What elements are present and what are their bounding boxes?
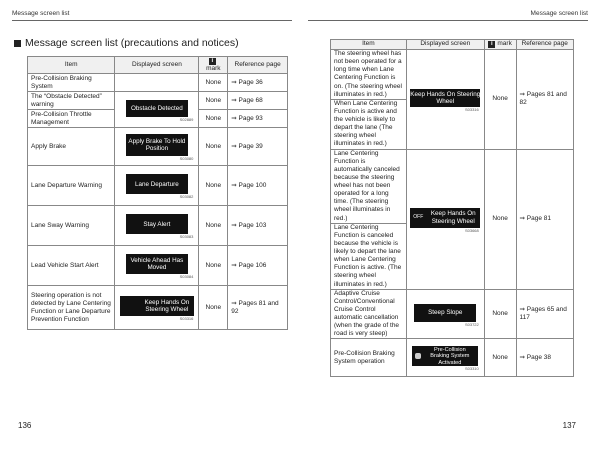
ref-cell: ⇒ Page 106 (228, 246, 288, 286)
table-row (28, 128, 288, 166)
message-screen: Vehicle Ahead Has Moved (126, 254, 188, 274)
message-screen: OFF Keep Hands On Steering Wheel (410, 208, 480, 228)
running-header-left: Message screen list (12, 10, 70, 17)
screen-code: S03082 (179, 194, 194, 200)
info-mark-icon: i (209, 58, 216, 65)
header-rule-right (308, 20, 588, 21)
mark-cell: None (484, 50, 516, 150)
mark-cell: None (484, 149, 516, 289)
item-cell: Pre-Collision Braking System (28, 74, 115, 92)
screen-code: S03310 (464, 366, 479, 372)
screen-cell (115, 246, 199, 286)
message-screen: Keep Hands On Steering Wheel (120, 296, 194, 316)
ref-cell: ⇒ Page 36 (228, 74, 288, 92)
header-rule-left (12, 20, 292, 21)
message-screen: Keep Hands On Steering Wheel (410, 90, 481, 105)
table-row (331, 339, 574, 377)
col-header-ref: Reference page (516, 40, 574, 50)
mark-cell: None (199, 74, 228, 92)
mark-cell: None (199, 166, 228, 206)
table-row (28, 246, 288, 286)
item-cell: Lane Sway Warning (28, 206, 115, 246)
item-cell: Lane Centering Function is canceled because the vehicle is likely to depart the lane when Lane Centering Function is active. (The steering wheel illuminates in red.) (331, 223, 407, 289)
item-cell: Lane Centering Function is automatically canceled because the steering wheel has not been operated for a long time. (The steering wheel illuminates in red.) (331, 149, 407, 223)
message-screen: Pre-Collision Braking System Activated (412, 346, 478, 366)
item-cell: When Lane Centering Function is active and the vehicle is likely to depart the lane (The steering wheel illuminates in red.) (331, 99, 407, 149)
screen-cell (406, 149, 484, 289)
table-row (28, 74, 288, 92)
table-header-row (331, 40, 574, 50)
item-cell: Pre-Collision Throttle Management (28, 110, 115, 128)
item-cell: Lead Vehicle Start Alert (28, 246, 115, 286)
item-cell: Apply Brake (28, 128, 115, 166)
message-table-right (330, 39, 574, 377)
ref-cell: ⇒ Page 103 (228, 206, 288, 246)
table-header-row (28, 57, 288, 74)
screen-code: S03668 (464, 227, 479, 233)
message-screen: Steep Slope (414, 304, 476, 322)
mark-cell: None (484, 289, 516, 339)
screen-cell (115, 128, 199, 166)
ref-cell: ⇒ Pages 81 and 92 (228, 286, 288, 330)
item-cell: The “Obstacle Detected” warning (28, 92, 115, 110)
ref-cell: ⇒ Page 100 (228, 166, 288, 206)
col-header-item: Item (28, 57, 115, 74)
screen-cell (115, 206, 199, 246)
message-table-left (27, 56, 288, 330)
message-screen: Stay Alert (126, 214, 188, 234)
table-row (28, 206, 288, 246)
screen-code: S03080 (179, 156, 194, 162)
screen-code: S02889 (179, 116, 194, 122)
off-indicator: OFF (413, 213, 424, 220)
table-row (331, 149, 574, 223)
mark-cell: None (199, 246, 228, 286)
ref-cell: ⇒ Page 39 (228, 128, 288, 166)
screen-code: S03722 (464, 321, 479, 327)
screen-cell (406, 339, 484, 377)
screen-cell (406, 289, 484, 339)
table-row (28, 286, 288, 330)
screen-cell (115, 166, 199, 206)
mark-cell: None (199, 206, 228, 246)
square-bullet-icon (14, 40, 21, 47)
mark-cell: None (199, 286, 228, 330)
screen-cell (115, 92, 199, 128)
page-number-right: 137 (562, 421, 576, 430)
item-cell: Steering operation is not detected by Lane Centering Function or Lane Departure Prevention Function (28, 286, 115, 330)
running-header-right: Message screen list (530, 10, 588, 17)
section-title (14, 37, 239, 49)
message-screen: Apply Brake To Hold Position (126, 134, 188, 156)
mark-cell: None (199, 110, 228, 128)
item-cell: Adaptive Cruise Control/Conventional Cruise Control automatic cancellation (when the grade of the road is very steep) (331, 289, 407, 339)
table-row (331, 50, 574, 100)
screen-code: S03316 (464, 106, 479, 112)
ref-cell: ⇒ Page 81 (516, 149, 574, 289)
item-cell: Pre-Collision Braking System operation (331, 339, 407, 377)
ref-cell: ⇒ Page 38 (516, 339, 574, 377)
screen-code: S03084 (179, 274, 194, 280)
info-mark-icon: i (488, 41, 495, 48)
ref-cell: ⇒ Pages 65 and 117 (516, 289, 574, 339)
screen-code: S03083 (179, 234, 194, 240)
screen-code: S03316 (179, 316, 194, 322)
col-header-display: Displayed screen (406, 40, 484, 50)
mark-cell: None (199, 92, 228, 110)
screen-cell (115, 74, 199, 92)
screen-cell (115, 286, 199, 330)
section-title-text: Message screen list (precautions and notices) (25, 37, 239, 49)
car-collision-icon (415, 353, 420, 359)
message-screen: Obstacle Detected (126, 100, 188, 117)
item-cell: The steering wheel has not been operated for a long time when Lane Centering Function is on. (The steering wheel illuminates in red.) (331, 50, 407, 100)
col-header-ref: Reference page (228, 57, 288, 74)
page-number-left: 136 (18, 421, 32, 430)
table-row (28, 92, 288, 110)
col-header-display: Displayed screen (115, 57, 199, 74)
table-row (28, 166, 288, 206)
message-screen: Lane Departure (126, 174, 188, 194)
ref-cell: ⇒ Page 93 (228, 110, 288, 128)
item-cell: Lane Departure Warning (28, 166, 115, 206)
col-header-mark: imark (199, 57, 228, 74)
mark-cell: None (484, 339, 516, 377)
table-row (331, 289, 574, 339)
ref-cell: ⇒ Pages 81 and 82 (516, 50, 574, 150)
mark-cell: None (199, 128, 228, 166)
ref-cell: ⇒ Page 68 (228, 92, 288, 110)
col-header-item: Item (331, 40, 407, 50)
screen-cell (406, 50, 484, 150)
col-header-mark: i mark (484, 40, 516, 50)
